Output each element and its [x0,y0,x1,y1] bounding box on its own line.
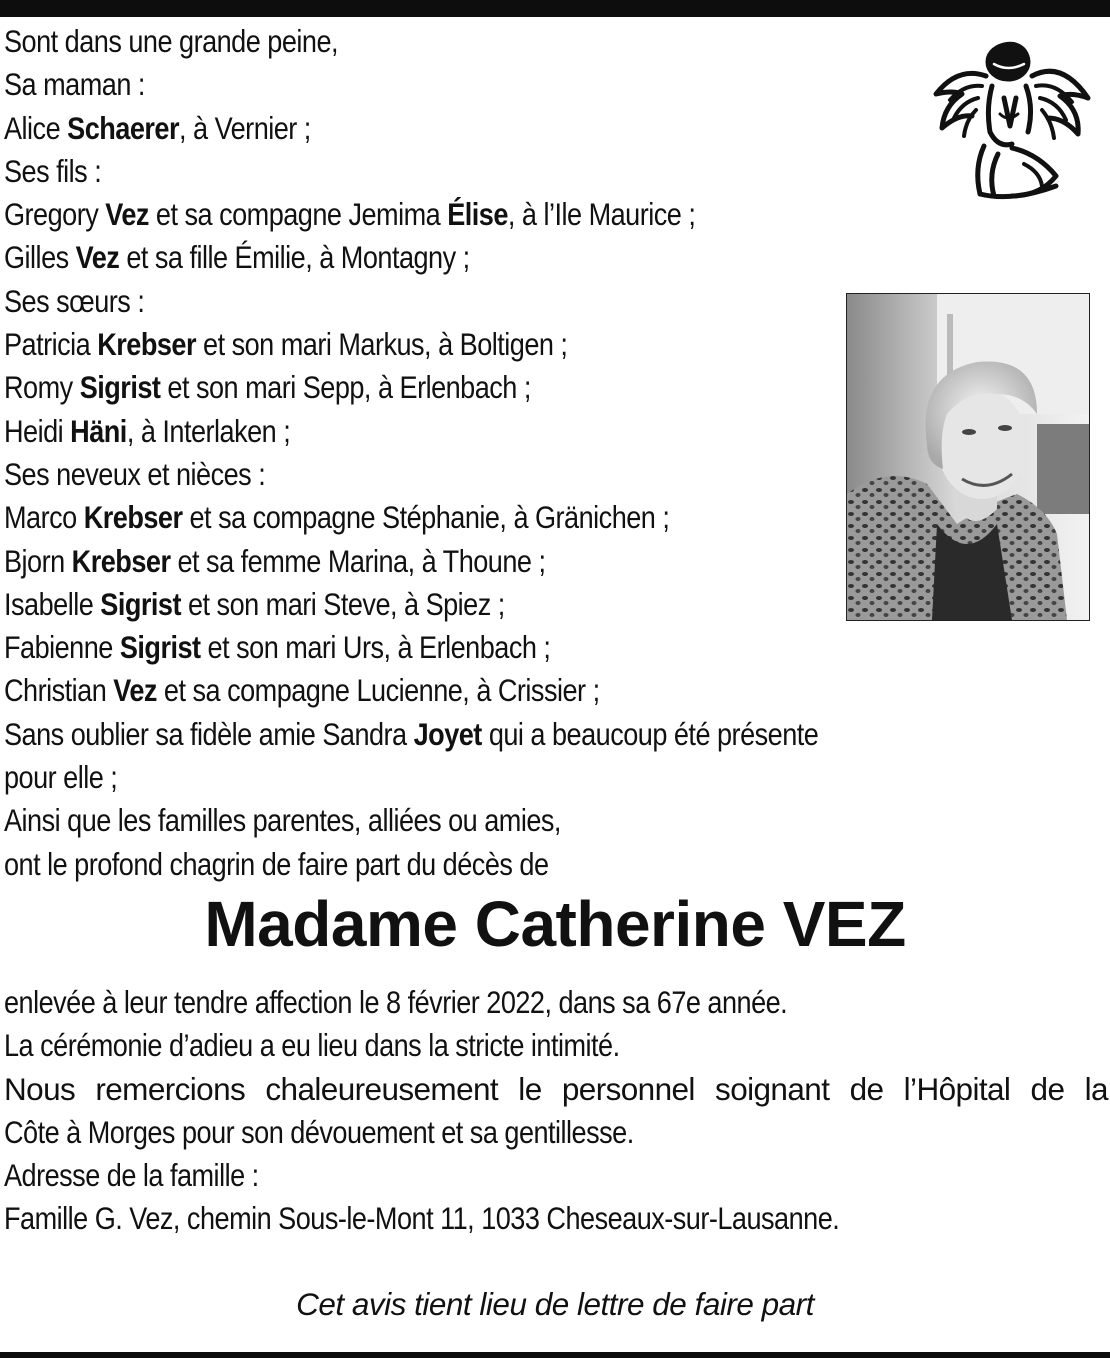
surname: Sigrist [100,585,181,622]
family-line: Marco Krebser et sa compagne Stéphanie, à Gränichen ; [4,499,670,536]
surname: Krebser [97,326,197,363]
announcement-details [4,981,1110,1241]
family-line: Sa maman : [4,66,145,103]
justified-word: soignant [715,1070,830,1107]
family-line: Bjorn Krebser et sa femme Marina, à Thoune ; [4,542,546,579]
surname: Sigrist [79,369,161,406]
family-line: pour elle ; [4,759,118,796]
family-line: Gregory Vez et sa compagne Jemima Élise, à l’Ile Maurice ; [4,196,696,233]
bottom-border [0,1352,1110,1358]
family-list [4,20,933,886]
justified-word: personnel [561,1070,695,1107]
surname: Vez [75,239,120,276]
justified-word: le [518,1070,542,1107]
surname: Krebser [71,542,171,579]
justified-word: l’Hôpital [903,1070,1011,1107]
family-line: Gilles Vez et sa fille Émilie, à Montagny ; [4,239,470,276]
details-line-justified [4,1068,1108,1111]
family-address: Famille G. Vez, chemin Sous-le-Mont 11, 1033 Cheseaux-sur-Lausanne. [4,1200,840,1237]
family-line: Christian Vez et sa compagne Lucienne, à Crissier ; [4,672,600,709]
justified-word: chaleureusement [265,1070,499,1107]
justified-word: de [849,1070,884,1107]
family-line: Ainsi que les familles parentes, alliées ou amies, [4,802,561,839]
surname: Häni [70,412,127,449]
surname: Sigrist [119,629,201,666]
surname: Vez [113,672,157,709]
family-line: Patricia Krebser et son mari Markus, à Boltigen ; [4,326,568,363]
family-line: Heidi Häni, à Interlaken ; [4,412,291,449]
family-line: Romy Sigrist et son mari Sepp, à Erlenbach ; [4,369,531,406]
family-line: Alice Schaerer, à Vernier ; [4,109,311,146]
details-line: enlevée à leur tendre affection le 8 février 2022, dans sa 67e année. [4,984,788,1020]
portrait-photo [846,293,1090,621]
family-line: Ses fils : [4,152,102,189]
praying-angel-icon [928,36,1092,202]
family-line: Isabelle Sigrist et son mari Steve, à Spiez ; [4,585,505,622]
surname: Vez [105,196,149,233]
family-line: Ses neveux et nièces : [4,455,266,492]
justified-word: de [1030,1070,1065,1107]
family-line: ont le profond chagrin de faire part du décès de [4,845,549,882]
closing-note: Cet avis tient lieu de lettre de faire part [296,1286,814,1322]
details-line: Côte à Morges pour son dévouement et sa gentillesse. [4,1113,634,1150]
family-line: Fabienne Sigrist et son mari Urs, à Erlenbach ; [4,629,551,666]
family-line: Ses sœurs : [4,282,145,319]
top-border [0,0,1110,17]
surname: Krebser [83,499,183,536]
justified-word: Nous [4,1070,76,1107]
details-line: Adresse de la famille : [4,1157,259,1194]
surname: Joyet [413,715,482,752]
surname: Élise [447,196,508,233]
family-line: Sont dans une grande peine, [4,23,339,59]
surname: Schaerer [67,109,179,146]
family-line: Sans oublier sa fidèle amie Sandra Joyet qui a beaucoup été présente [4,715,819,752]
deceased-name: Madame Catherine VEZ [204,888,906,960]
justified-word: remercions [95,1070,246,1107]
details-line: La cérémonie d’adieu a eu lieu dans la stricte intimité. [4,1027,620,1064]
justified-word: la [1084,1070,1108,1107]
